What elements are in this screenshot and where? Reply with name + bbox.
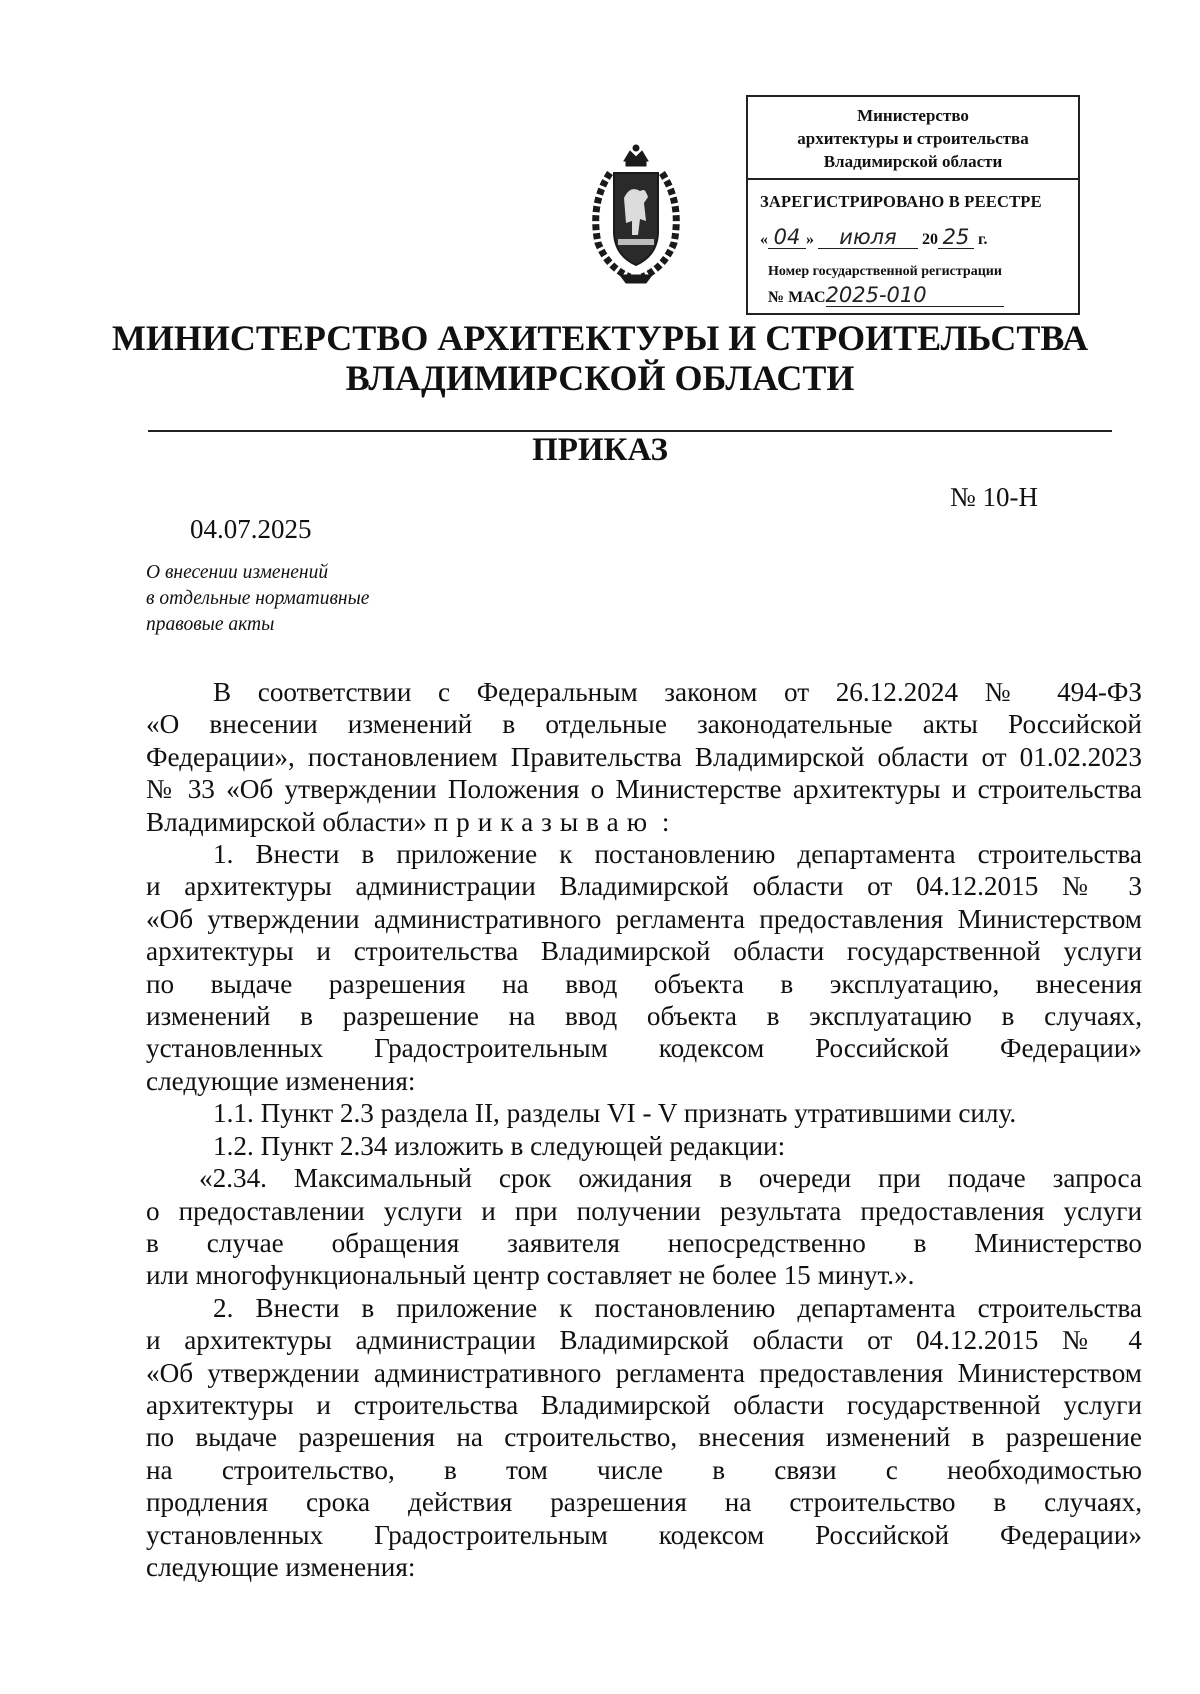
body-line: продления срока действия разрешения на строительство в случаях, xyxy=(146,1487,1142,1518)
body-line: изменений в разрешение на ввод объекта в эксплуатацию в случаях, xyxy=(146,1001,1142,1032)
body-line: на строительство, в том числе в связи с необходимостью xyxy=(146,1454,1142,1485)
body-line: 2. Внести в приложение к постановлению департамента строительства xyxy=(213,1292,1142,1323)
document-body xyxy=(146,676,1142,1583)
body-line: следующие изменения: xyxy=(146,1551,416,1582)
stamp-registration-date xyxy=(760,226,1080,258)
stamp-reg-number-value: 2025-010 xyxy=(826,284,1004,307)
body-line: Федерации», постановлением Правительства Владимирской области от 01.02.2023 xyxy=(146,741,1142,772)
stamp-date-year-suffix: 25 xyxy=(938,226,974,249)
body-line-segment: : xyxy=(661,806,670,837)
subject-line: правовые акты xyxy=(146,614,275,635)
body-line: архитектуры и строительства Владимирской области государственной услуги xyxy=(146,936,1142,967)
document-date: 04.07.2025 xyxy=(190,514,312,544)
stamp-date-year-unit: г. xyxy=(978,231,988,248)
stamp-divider xyxy=(746,178,1080,180)
stamp-org-line: Министерство xyxy=(857,106,969,125)
body-line: 1.2. Пункт 2.34 изложить в следующей редакции: xyxy=(213,1130,786,1161)
decree-word: приказываю xyxy=(433,806,656,837)
body-line: и архитектуры администрации Владимирской области от 04.12.2015 № 4 xyxy=(146,1325,1142,1356)
document-subject xyxy=(146,560,369,638)
stamp-date-quote: » xyxy=(806,231,814,248)
body-line: В соответствии с Федеральным законом от 26.12.2024 № 494-ФЗ xyxy=(213,677,1142,707)
ministry-title-line1: МИНИСТЕРСТВО АРХИТЕКТУРЫ И СТРОИТЕЛЬСТВА xyxy=(111,318,1089,358)
body-line: архитектуры и строительства Владимирской области государственной услуги xyxy=(146,1389,1142,1420)
document-number: № 10-Н xyxy=(950,482,1039,512)
body-line-segment: Владимирской области» xyxy=(146,806,427,837)
body-line: «Об утверждении административного регламента предоставления Министерством xyxy=(146,903,1142,934)
body-line: «2.34. Максимальный срок ожидания в очереди при подаче запроса xyxy=(199,1163,1142,1194)
body-line: следующие изменения: xyxy=(146,1065,416,1096)
body-line: 1.1. Пункт 2.3 раздела II, разделы VI - V признать утратившими силу. xyxy=(213,1098,1017,1129)
stamp-date-day: 04 xyxy=(768,226,806,249)
stamp-org-line: Владимирской области xyxy=(823,152,1003,171)
body-line: по выдаче разрешения на ввод объекта в эксплуатацию, внесения xyxy=(146,968,1142,999)
stamp-org-line: архитектуры и строительства xyxy=(797,129,1029,148)
stamp-reg-number xyxy=(768,284,1068,307)
body-line: «О внесении изменений в отдельные законодательные акты Российской xyxy=(146,709,1142,740)
body-line: в случае обращения заявителя непосредственно в Министерство xyxy=(146,1227,1142,1258)
stamp-date-quote: « xyxy=(760,231,768,248)
subject-line: в отдельные нормативные xyxy=(146,588,370,609)
body-line xyxy=(146,806,1142,838)
body-line: установленных Градостроительным кодексом Российской Федерации» xyxy=(146,1519,1142,1550)
document-type: ПРИКАЗ xyxy=(532,432,668,468)
body-line: «Об утверждении административного регламента предоставления Министерством xyxy=(146,1357,1142,1388)
body-line: установленных Градостроительным кодексом Российской Федерации» xyxy=(146,1033,1142,1064)
body-line: о предоставлении услуги и при получении результата предоставления услуги xyxy=(146,1195,1142,1226)
subject-line: О внесении изменений xyxy=(146,562,329,583)
stamp-organization xyxy=(746,104,1080,173)
body-line: № 33 «Об утверждении Положения о Министерстве архитектуры и строительства xyxy=(146,774,1142,805)
body-line: по выдаче разрешения на строительство, внесения изменений в разрешение xyxy=(146,1422,1142,1453)
ministry-title-line2: ВЛАДИМИРСКОЙ ОБЛАСТИ xyxy=(345,358,855,398)
coat-of-arms-icon xyxy=(580,143,692,285)
stamp-reg-number-prefix: № МАС xyxy=(768,289,826,306)
body-line: и архитектуры администрации Владимирской области от 04.12.2015 № 3 xyxy=(146,871,1142,902)
body-line: или многофункциональный центр составляет не более 15 минут.». xyxy=(146,1260,915,1291)
stamp-reg-number-label: Номер государственной регистрации xyxy=(768,264,1002,279)
stamp-registered-label: ЗАРЕГИСТРИРОВАНО В РЕЕСТРЕ xyxy=(760,192,1042,211)
stamp-date-month: июля xyxy=(818,226,918,249)
body-line: 1. Внести в приложение к постановлению департамента строительства xyxy=(213,839,1142,870)
stamp-date-year-prefix: 20 xyxy=(922,231,938,248)
